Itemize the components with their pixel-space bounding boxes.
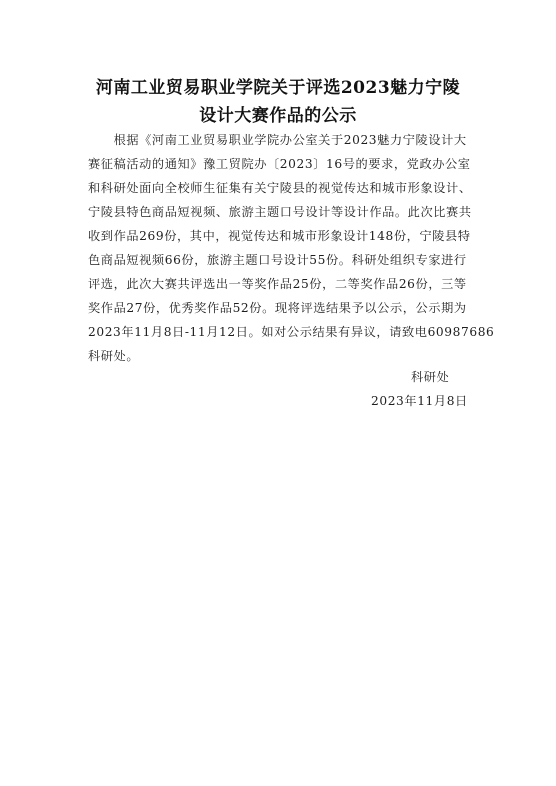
body-line: 收到作品269份，其中，视觉传达和城市形象设计148份，宁陵县特 — [88, 229, 471, 243]
body-line: 赛征稿活动的通知》豫工贸院办〔2023〕16号的要求，党政办公室 — [88, 157, 471, 171]
body-line: 评选，此次大赛共评选出一等奖作品25份，二等奖作品26份，三等 — [88, 277, 467, 291]
signature-org: 科研处 — [411, 370, 450, 384]
body-line: 2023年11月8日-11月12日。如对公示结果有异议，请致电60987686 — [88, 325, 495, 339]
body-line: 科研处。 — [88, 349, 140, 363]
body-line: 宁陵县特色商品短视频、旅游主题口号设计等设计作品。此次比赛共 — [88, 205, 472, 219]
body-line: 根据《河南工业贸易职业学院办公室关于2023魅力宁陵设计大 — [88, 133, 467, 147]
signature-date: 2023年11月8日 — [371, 394, 468, 408]
body-line: 色商品短视频66份，旅游主题口号设计55份。科研处组织专家进行 — [88, 253, 467, 267]
document-title-line-1: 河南工业贸易职业学院关于评选2023魅力宁陵 — [95, 78, 461, 98]
document-title-line-2: 设计大赛作品的公示 — [199, 106, 357, 126]
body-line: 和科研处面向全校师生征集有关宁陵县的视觉传达和城市形象设计、 — [88, 181, 472, 195]
body-line: 奖作品27份，优秀奖作品52份。现将评选结果予以公示，公示期为 — [88, 301, 467, 315]
